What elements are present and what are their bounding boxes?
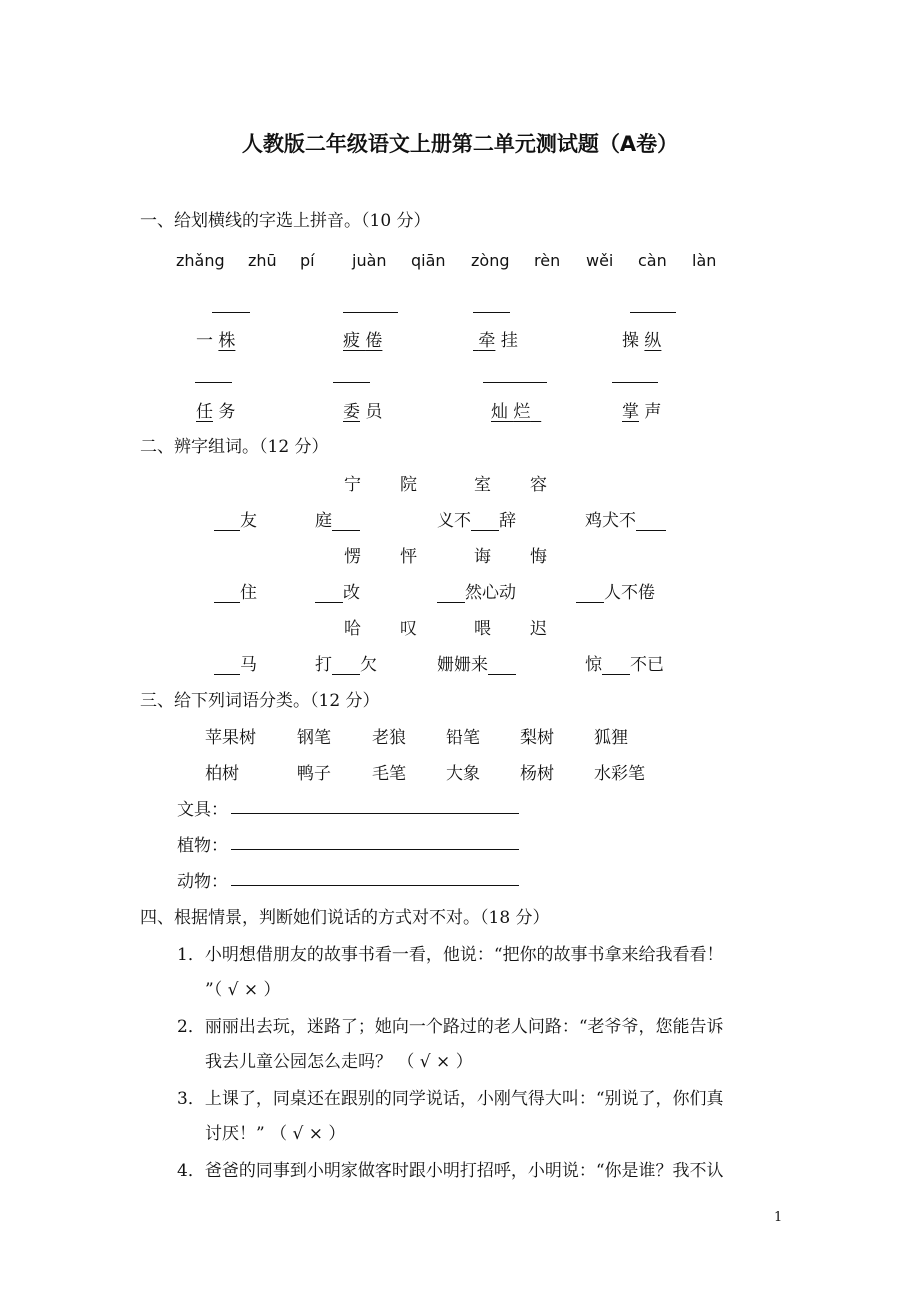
answer-blank[interactable] bbox=[333, 382, 370, 383]
fill-item: 打 欠 bbox=[315, 655, 377, 675]
pinyin-option: zhū bbox=[248, 251, 277, 270]
section-1-heading: 一、给划横线的字选上拼音。（10 分） bbox=[140, 211, 431, 231]
word-option: 杨树 bbox=[520, 764, 554, 784]
char-option: 院 bbox=[400, 475, 417, 495]
fill-item: 人不倦 bbox=[576, 578, 655, 603]
answer-blank[interactable] bbox=[630, 312, 676, 313]
answer-blank[interactable] bbox=[483, 382, 547, 383]
category-label: 文具： bbox=[177, 800, 228, 820]
page-title: 人教版二年级语文上册第二单元测试题（A卷） bbox=[241, 132, 679, 156]
word-item: 疲 倦 bbox=[343, 331, 383, 351]
fill-item: 然心动 bbox=[437, 578, 516, 603]
char-option: 容 bbox=[530, 475, 547, 495]
char-option: 悔 bbox=[530, 547, 547, 567]
char-option: 哈 bbox=[344, 619, 361, 639]
fill-item: 庭 bbox=[315, 506, 360, 531]
pinyin-option: wěi bbox=[586, 251, 614, 270]
word-option: 毛笔 bbox=[372, 764, 406, 784]
fill-item: 马 bbox=[214, 650, 257, 675]
category-answer-line[interactable] bbox=[231, 813, 519, 814]
answer-blank[interactable] bbox=[212, 312, 250, 313]
word-option: 大象 bbox=[446, 764, 480, 784]
char-option: 愣 bbox=[344, 547, 361, 567]
pinyin-option: juàn bbox=[352, 251, 387, 270]
pinyin-option: zòng bbox=[471, 251, 510, 270]
fill-item: 住 bbox=[214, 578, 257, 603]
pinyin-option: làn bbox=[692, 251, 717, 270]
char-option: 怦 bbox=[400, 547, 417, 567]
category-label: 植物： bbox=[177, 836, 228, 856]
char-option: 诲 bbox=[474, 547, 491, 567]
fill-item: 义不 辞 bbox=[437, 511, 516, 531]
word-item: 掌 声 bbox=[622, 402, 662, 422]
fill-item: 鸡犬不 bbox=[585, 506, 666, 531]
word-option: 铅笔 bbox=[446, 728, 480, 748]
word-option: 苹果树 bbox=[205, 728, 256, 748]
char-option: 叹 bbox=[400, 619, 417, 639]
question-text: 3．上课了，同桌还在跟别的同学说话，小刚气得大叫：“别说了，你们真 bbox=[177, 1089, 724, 1109]
answer-blank[interactable] bbox=[343, 312, 398, 313]
question-text: 2．丽丽出去玩，迷路了；她向一个路过的老人问路：“老爷爷，您能告诉 bbox=[177, 1017, 724, 1037]
pinyin-option: rèn bbox=[534, 251, 561, 270]
word-option: 狐狸 bbox=[594, 728, 628, 748]
word-item: 灿 烂 bbox=[491, 402, 531, 422]
word-option: 鸭子 bbox=[297, 764, 331, 784]
char-option: 宁 bbox=[344, 475, 361, 495]
section-2-heading: 二、辨字组词。（12 分） bbox=[140, 437, 329, 457]
question-choice[interactable]: 讨厌！” （ √ × ） bbox=[205, 1124, 346, 1144]
word-item: 牵 挂 bbox=[478, 331, 518, 351]
pinyin-option: càn bbox=[638, 251, 667, 270]
pinyin-option: qiān bbox=[411, 251, 446, 270]
char-option: 迟 bbox=[530, 619, 547, 639]
word-option: 梨树 bbox=[520, 728, 554, 748]
word-item: 操 纵 bbox=[622, 331, 662, 351]
fill-item: 改 bbox=[315, 578, 360, 603]
question-text: 1．小明想借朋友的故事书看一看，他说：“把你的故事书拿来给我看看！ bbox=[177, 945, 724, 965]
word-option: 柏树 bbox=[205, 764, 239, 784]
category-answer-line[interactable] bbox=[231, 885, 519, 886]
section-3-heading: 三、给下列词语分类。（12 分） bbox=[140, 691, 380, 711]
fill-item: 友 bbox=[214, 506, 257, 531]
category-label: 动物： bbox=[177, 872, 228, 892]
pinyin-option: pí bbox=[300, 251, 315, 270]
pinyin-option: zhǎng bbox=[176, 251, 225, 270]
page-number: 1 bbox=[774, 1210, 783, 1225]
fill-item: 姗姗来 bbox=[437, 650, 516, 675]
word-option: 钢笔 bbox=[297, 728, 331, 748]
word-option: 水彩笔 bbox=[594, 764, 645, 784]
char-option: 喂 bbox=[474, 619, 491, 639]
fill-item: 惊 不已 bbox=[585, 655, 664, 675]
word-item: 任 务 bbox=[196, 402, 236, 422]
answer-blank[interactable] bbox=[612, 382, 658, 383]
answer-blank[interactable] bbox=[473, 312, 510, 313]
answer-blank[interactable] bbox=[195, 382, 232, 383]
word-option: 老狼 bbox=[372, 728, 406, 748]
word-item: 一 株 bbox=[196, 331, 236, 351]
question-text: 4．爸爸的同事到小明家做客时跟小明打招呼，小明说：“你是谁？我不认 bbox=[177, 1161, 724, 1181]
question-choice[interactable]: ”（ √ × ） bbox=[205, 980, 281, 1000]
section-4-heading: 四、根据情景，判断她们说话的方式对不对。（18 分） bbox=[140, 908, 550, 928]
word-item: 委 员 bbox=[343, 402, 383, 422]
category-answer-line[interactable] bbox=[231, 849, 519, 850]
question-choice[interactable]: 我去儿童公园怎么走吗？ （ √ × ） bbox=[205, 1052, 473, 1072]
char-option: 室 bbox=[474, 475, 491, 495]
